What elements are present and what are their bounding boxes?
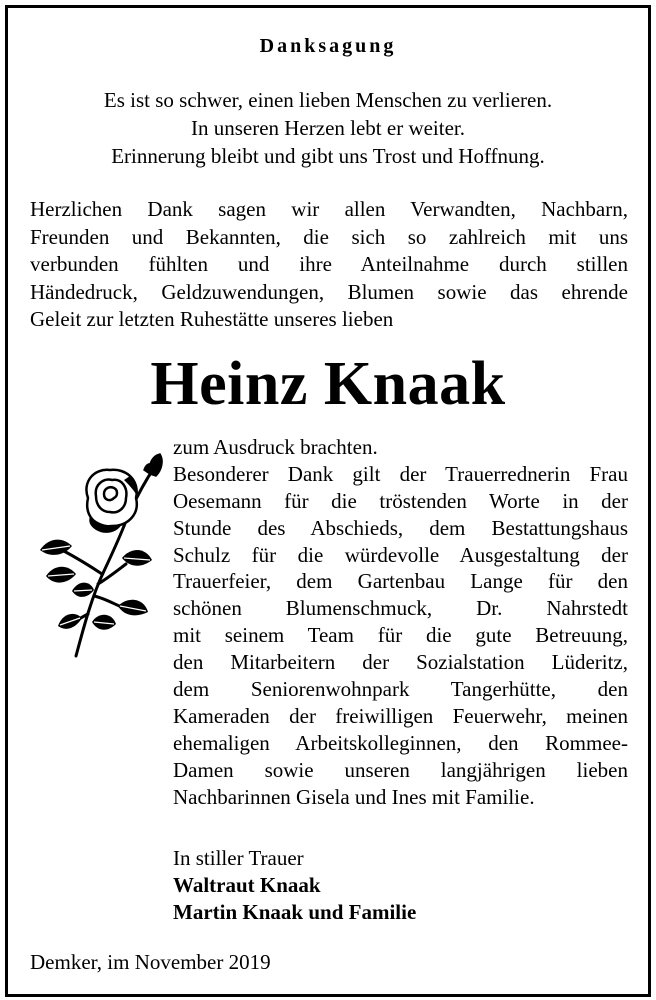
special-thanks-line: dem Seniorenwohnpark Tangerhütte, den bbox=[173, 677, 628, 702]
special-thanks-line: den Mitarbeitern der Sozialstation Lüderitz, bbox=[173, 650, 628, 675]
poem-line: Es ist so schwer, einen lieben Menschen zu verlieren. bbox=[103, 88, 553, 112]
thanks-line: Freunden und Bekannten, die sich so zahlreich mit uns bbox=[30, 224, 628, 249]
special-thanks-paragraph bbox=[173, 434, 628, 810]
notice-heading: Danksagung bbox=[259, 35, 397, 57]
special-thanks-line: mit seinem Team für die gute Betreuung, bbox=[173, 623, 628, 648]
thanks-line: Geleit zur letzten Ruhestätte unseres lieben bbox=[30, 307, 394, 331]
poem-line: In unseren Herzen lebt er weiter. bbox=[190, 116, 466, 140]
special-thanks-line: Trauerfeier, dem Gartenbau Lange für den bbox=[173, 569, 628, 594]
special-thanks-line: zum Ausdruck brachten. bbox=[173, 435, 378, 459]
poem bbox=[8, 86, 648, 170]
rose-icon bbox=[32, 446, 167, 661]
place-date: Demker, im November 2019 bbox=[30, 950, 271, 974]
thanks-line: Herzlichen Dank sagen wir allen Verwandten, Nachbarn, bbox=[30, 197, 628, 221]
signature-name: Martin Knaak und Familie bbox=[173, 900, 417, 924]
thanks-line: verbunden fühlten und ihre Anteilnahme durch stillen bbox=[30, 252, 628, 276]
special-thanks-line: Besonderer Dank gilt der Trauerrednerin Frau bbox=[173, 461, 628, 486]
signature-name: Waltraut Knaak bbox=[173, 873, 321, 897]
poem-line: Erinnerung bleibt und gibt uns Trost und Hoffnung. bbox=[111, 144, 545, 168]
special-thanks-line: Nachbarinnen Gisela und Ines mit Familie. bbox=[173, 784, 535, 809]
special-thanks-line: Oesemann für die tröstenden Worte in der bbox=[173, 488, 628, 513]
obituary-notice bbox=[5, 5, 651, 997]
special-thanks-line: Schulz für die würdevolle Ausgestaltung der bbox=[173, 542, 628, 567]
special-thanks-line: Stunde des Abschieds, dem Bestattungshaus bbox=[173, 515, 628, 540]
special-thanks-line: Damen sowie unseren langjährigen lieben bbox=[173, 757, 628, 782]
special-thanks-line: ehemaligen Arbeitskolleginnen, den Rommee- bbox=[173, 730, 628, 755]
thanks-line: Händedruck, Geldzuwendungen, Blumen sowie das ehrende bbox=[30, 279, 628, 304]
deceased-name: Heinz Knaak bbox=[150, 350, 506, 418]
signature-block bbox=[173, 845, 416, 926]
thanks-paragraph bbox=[30, 196, 628, 334]
special-thanks-line: schönen Blumenschmuck, Dr. Nahrstedt bbox=[173, 596, 628, 621]
special-thanks-line: Kameraden der freiwilligen Feuerwehr, meinen bbox=[173, 703, 628, 728]
signature-intro: In stiller Trauer bbox=[173, 846, 304, 870]
